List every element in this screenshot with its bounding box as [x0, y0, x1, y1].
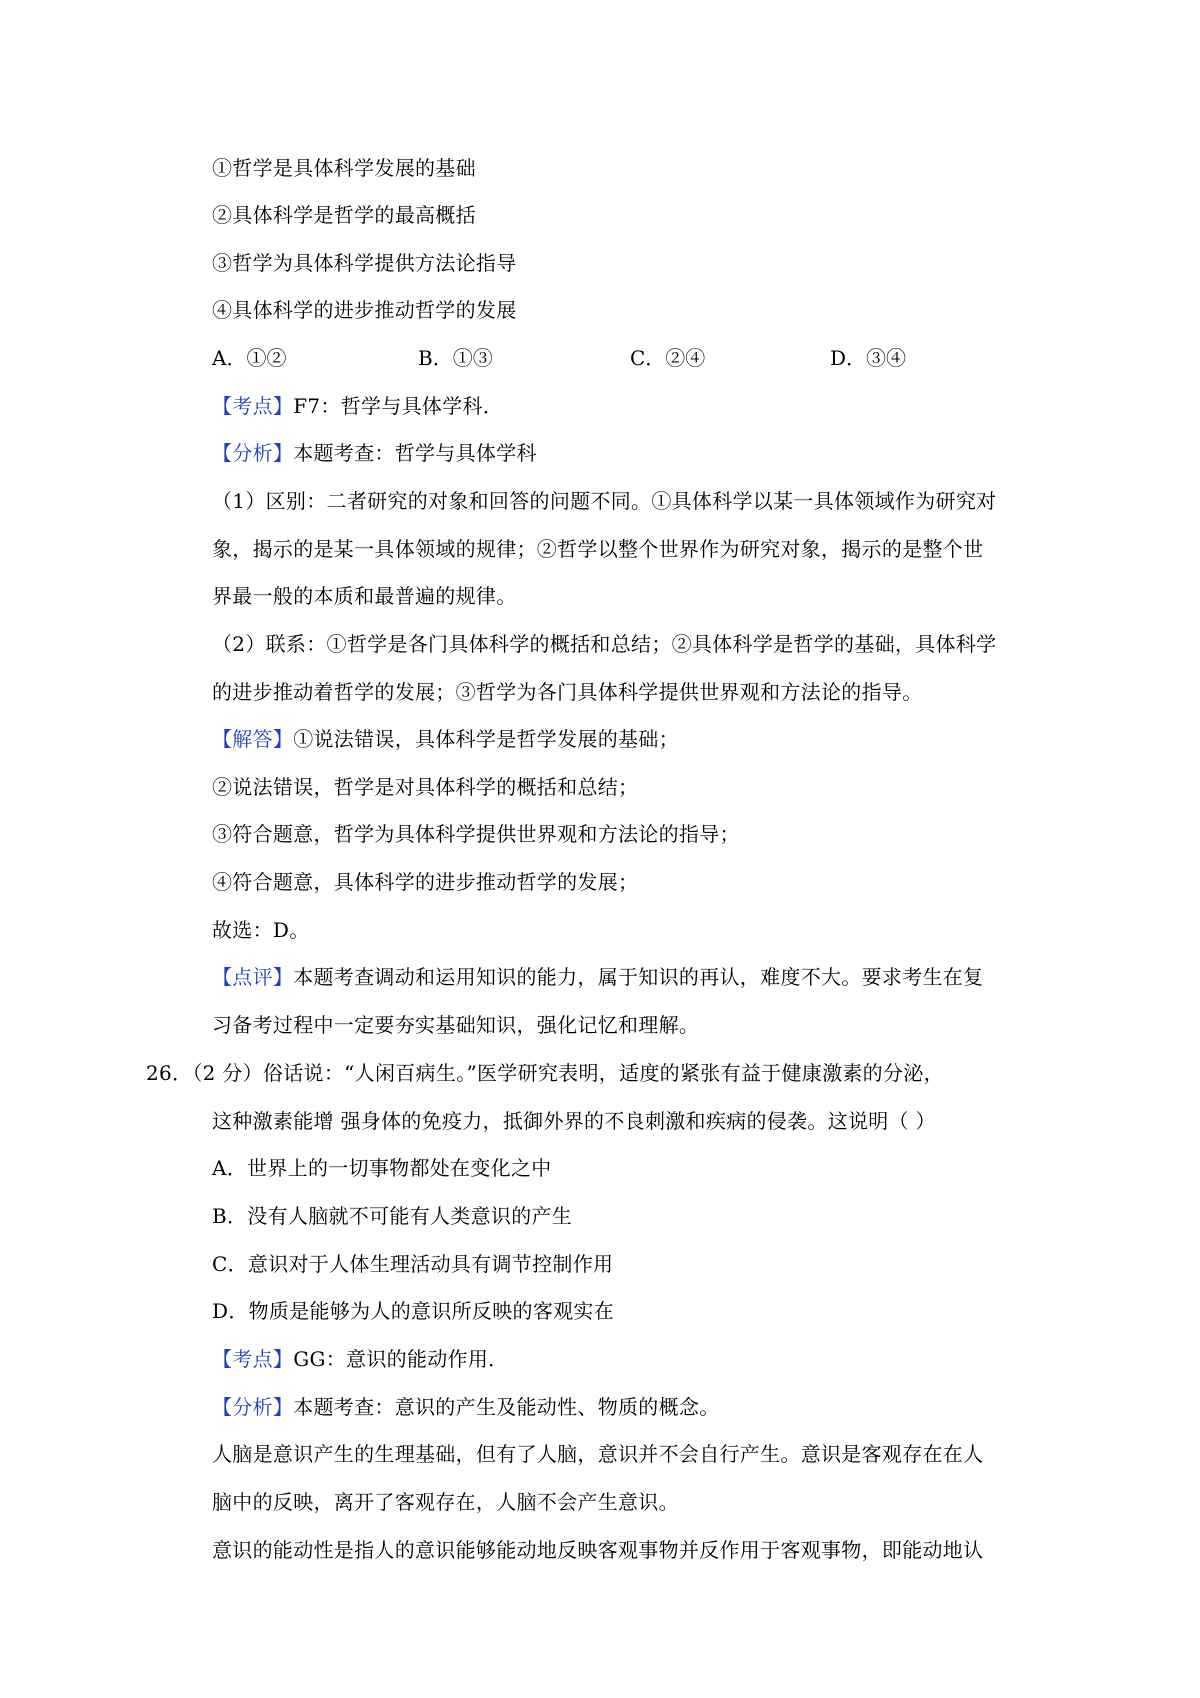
answer-line-4: ④符合题意，具体科学的进步推动哲学的发展；	[212, 870, 639, 894]
q26-option-d: D．物质是能够为人的意识所反映的客观实在	[212, 1299, 615, 1323]
q25-options	[212, 346, 1012, 370]
q26-option-a: A．世界上的一切事物都处在变化之中	[212, 1156, 552, 1180]
kaodian-tag: 【考点】	[212, 394, 294, 418]
q26-fenxi	[212, 1395, 720, 1419]
q25-option-b: B．①③	[418, 346, 493, 370]
kaodian-text: GG：意识的能动作用．	[293, 1347, 509, 1371]
q25-jieda	[212, 727, 679, 751]
analysis-line-5: 的进步推动着哲学的发展；③哲学为各门具体科学提供世界观和方法论的指导。	[212, 680, 923, 704]
statement-3: ③哲学为具体科学提供方法论指导	[212, 251, 517, 275]
q26-kaodian	[212, 1347, 508, 1371]
jieda-text: ①说法错误，具体科学是哲学发展的基础；	[293, 727, 679, 751]
kaodian-text: F7：哲学与具体学科．	[293, 394, 504, 418]
q26-option-b: B．没有人脑就不可能有人类意识的产生	[212, 1204, 573, 1228]
q25-fenxi	[212, 441, 537, 465]
q25-dianping	[212, 965, 983, 989]
answer-line-3: ③符合题意，哲学为具体科学提供世界观和方法论的指导；	[212, 822, 740, 846]
q26-stem-line-2: 这种激素能增 强身体的免疫力，抵御外界的不良刺激和疾病的侵袭。这说明（ ）	[212, 1109, 936, 1133]
answer-line-2: ②说法错误，哲学是对具体科学的概括和总结；	[212, 775, 639, 799]
fenxi-tag: 【分析】	[212, 1395, 294, 1419]
q26-analysis-line-1: 人脑是意识产生的生理基础，但有了人脑，意识并不会自行产生。意识是客观存在在人	[212, 1442, 984, 1466]
q26-stem-line-1: 26．（2 分）俗话说：“人闲百病生。”医学研究表明，适度的紧张有益于健康激素的分泌，	[146, 1061, 944, 1085]
kaodian-tag: 【考点】	[212, 1347, 294, 1371]
q26-analysis-line-3: 意识的能动性是指人的意识能够能动地反映客观事物并反作用于客观事物，即能动地认	[212, 1538, 984, 1562]
q25-kaodian	[212, 394, 503, 418]
analysis-line-1: （1）区别：二者研究的对象和回答的问题不同。①具体科学以某一具体领域作为研究对	[212, 489, 997, 513]
analysis-line-2: 象，揭示的是某一具体领域的规律；②哲学以整个世界作为研究对象，揭示的是整个世	[212, 537, 984, 561]
q25-option-d: D．③④	[830, 346, 907, 370]
fenxi-text: 本题考查：哲学与具体学科	[293, 441, 537, 465]
dianping-tag: 【点评】	[212, 965, 294, 989]
answer-choice: 故选：D。	[212, 918, 310, 942]
statement-2: ②具体科学是哲学的最高概括	[212, 203, 476, 227]
fenxi-text: 本题考查：意识的产生及能动性、物质的概念。	[293, 1395, 720, 1419]
q25-option-a: A．①②	[212, 346, 287, 370]
jieda-tag: 【解答】	[212, 727, 294, 751]
analysis-line-3: 界最一般的本质和最普遍的规律。	[212, 584, 517, 608]
q26-option-c: C．意识对于人体生理活动具有调节控制作用	[212, 1252, 614, 1276]
dianping-line-2: 习备考过程中一定要夯实基础知识，强化记忆和理解。	[212, 1013, 700, 1037]
dianping-text: 本题考查调动和运用知识的能力，属于知识的再认，难度不大。要求考生在复	[293, 965, 984, 989]
analysis-line-4: （2）联系：①哲学是各门具体科学的概括和总结；②具体科学是哲学的基础，具体科学	[212, 632, 997, 656]
statement-4: ④具体科学的进步推动哲学的发展	[212, 298, 517, 322]
q25-option-c: C．②④	[630, 346, 706, 370]
statement-1: ①哲学是具体科学发展的基础	[212, 156, 476, 180]
fenxi-tag: 【分析】	[212, 441, 294, 465]
q26-analysis-line-2: 脑中的反映，离开了客观存在，人脑不会产生意识。	[212, 1490, 679, 1514]
